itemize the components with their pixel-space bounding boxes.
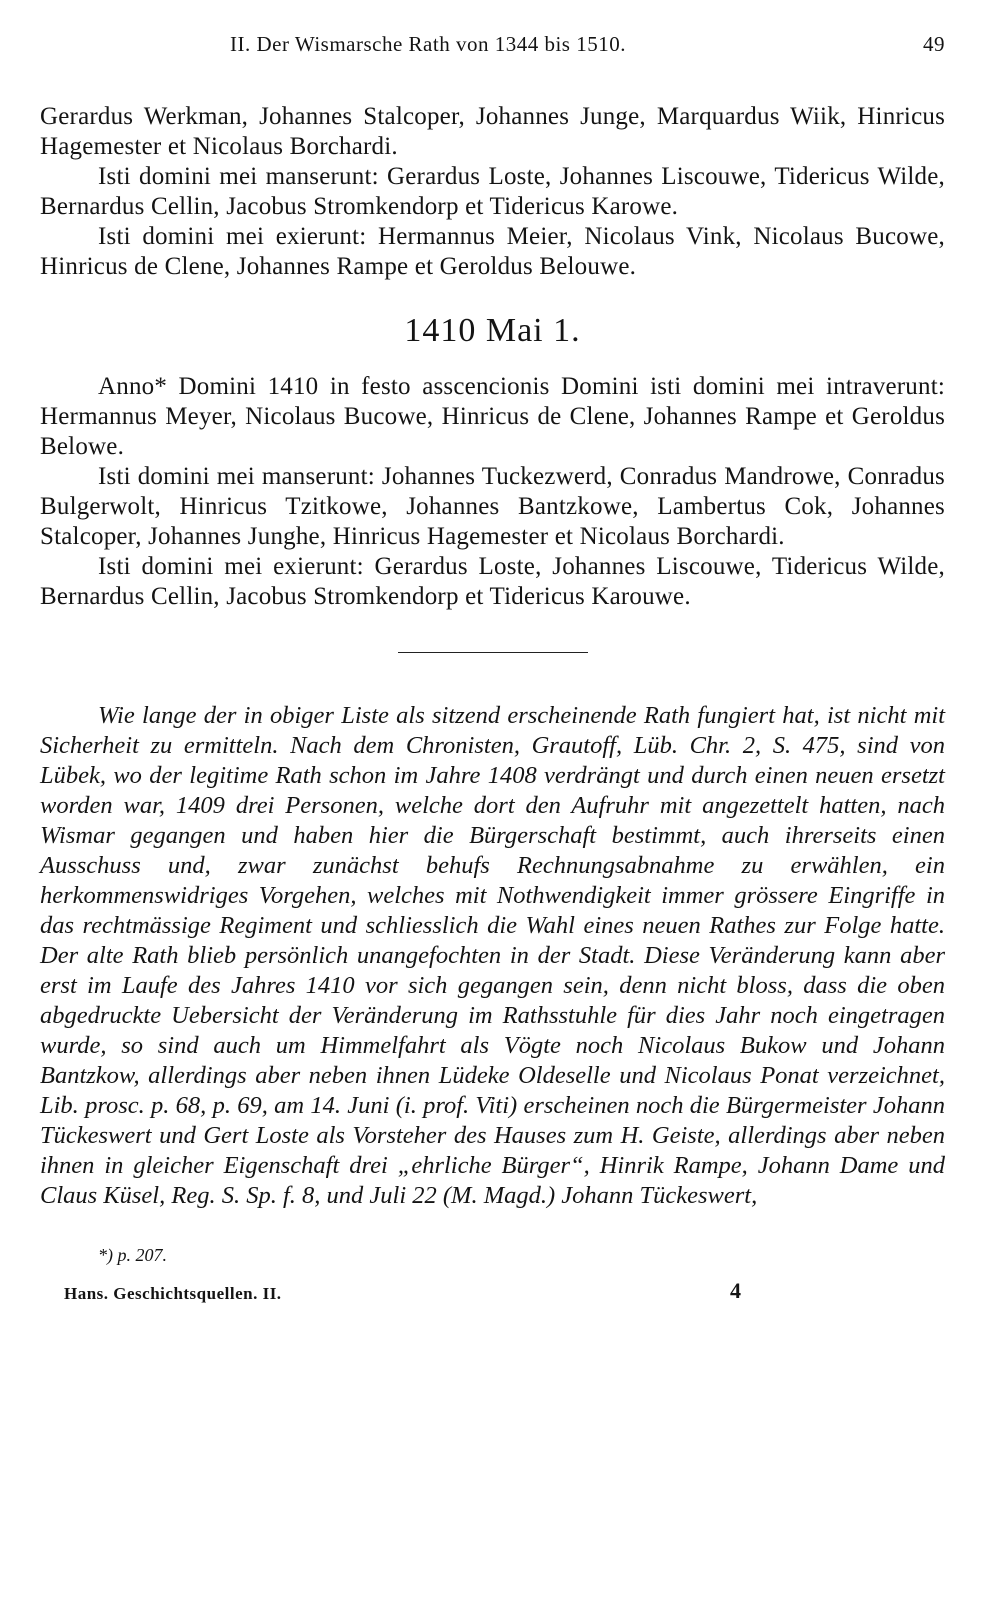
document-page [40, 22, 945, 1312]
footer-signature-line [40, 1272, 945, 1312]
running-head [40, 22, 945, 62]
page-number: 49 [923, 32, 945, 56]
footer-signature-mark: 4 [730, 1278, 742, 1303]
paragraph-remained-1410: Isti domini mei manserunt: Johannes Tuckezwerd, Conradus Mandrowe, Conradus Bulgerwolt, Hinricus Tzitkowe, Johannes Bantzkowe, Lambertus Cok, Johannes Stalcoper, Johannes Junghe, Hinricus Hagemester et Nicolaus Borchardi. [40, 463, 945, 550]
paragraph-remained: Isti domini mei manserunt: Gerardus Loste, Johannes Liscouwe, Tidericus Wilde, Bernardus Cellin, Jacobus Stromkendorp et Tidericus Karowe. [40, 163, 945, 220]
paragraph-exited-1410: Isti domini mei exierunt: Gerardus Loste, Johannes Liscouwe, Tidericus Wilde, Bernardus Cellin, Jacobus Stromkendorp et Tidericus Karouwe. [40, 553, 945, 610]
paragraph-exited: Isti domini mei exierunt: Hermannus Meier, Nicolaus Vink, Nicolaus Bucowe, Hinricus de Clene, Johannes Rampe et Geroldus Belouwe. [40, 223, 945, 280]
footer-series-title: Hans. Geschichtsquellen. II. [64, 1284, 282, 1303]
running-title: II. Der Wismarsche Rath von 1344 bis 1510. [230, 32, 626, 56]
date-heading: 1410 Mai 1. [404, 312, 581, 349]
commentary-paragraph: Wie lange der in obiger Liste als sitzend erscheinende Rath fungiert hat, ist nicht mit Sicherheit zu ermitteln. Nach dem Chronisten, Grautoff, Lüb. Chr. 2, S. 475, sind von Lübek, wo der legitime Rath schon im Jahre 1408 verdrängt und durch einen neuen ersetzt worden war, 1409 drei Personen, welche dort den Aufruhr mit angezettelt hatten, nach Wismar gegangen und haben hier die Bürgerschaft bestimmt, auch ihrerseits einen Ausschuss und, zwar zunächst behufs Rechnungsabnahme zu erwählen, ein herkommenswidriges Vorgehen, welches mit Nothwendigkeit immer grössere Eingriffe in das rechtmässige Regiment und schliesslich die Wahl eines neuen Rathes zur Folge hatte. Der alte Rath blieb persönlich unangefochten in der Stadt. Diese Veränderung kann aber erst im Laufe des Jahres 1410 vor sich gegangen sein, denn nicht bloss, dass die oben abgedruckte Uebersicht der Veränderung im Rathsstuhle für dies Jahr noch eingetragen wurde, so sind auch um Himmelfahrt als Vögte noch Nicolaus Bukow und Johann Bantzkow, allerdings aber neben ihnen Lüdeke Oldeselle und Nicolaus Ponat verzeichnet, Lib. prosc. p. 68, p. 69, am 14. Juni (i. prof. Viti) erscheinen noch die Bürgermeister Johann Tückeswert und Gert Loste als Vorsteher des Hauses zum H. Geiste, allerdings aber neben ihnen in gleicher Eigenschaft drei „ehrliche Bürger“, Hinrik Rampe, Johann Dame und Claus Küsel, Reg. S. Sp. f. 8, und Juli 22 (M. Magd.) Johann Tückeswert, [40, 702, 945, 1209]
footnote: *) p. 207. [98, 1245, 167, 1265]
paragraph-entrants-list: Gerardus Werkman, Johannes Stalcoper, Johannes Junge, Marquardus Wiik, Hinricus Hagemester et Nicolaus Borchardi. [40, 103, 945, 160]
paragraph-entered-1410: Anno* Domini 1410 in festo asscencionis Domini isti domini mei intraverunt: Hermannus Meyer, Nicolaus Bucowe, Hinricus de Clene, Johannes Rampe et Geroldus Belowe. [40, 373, 945, 460]
section-divider [398, 652, 588, 653]
